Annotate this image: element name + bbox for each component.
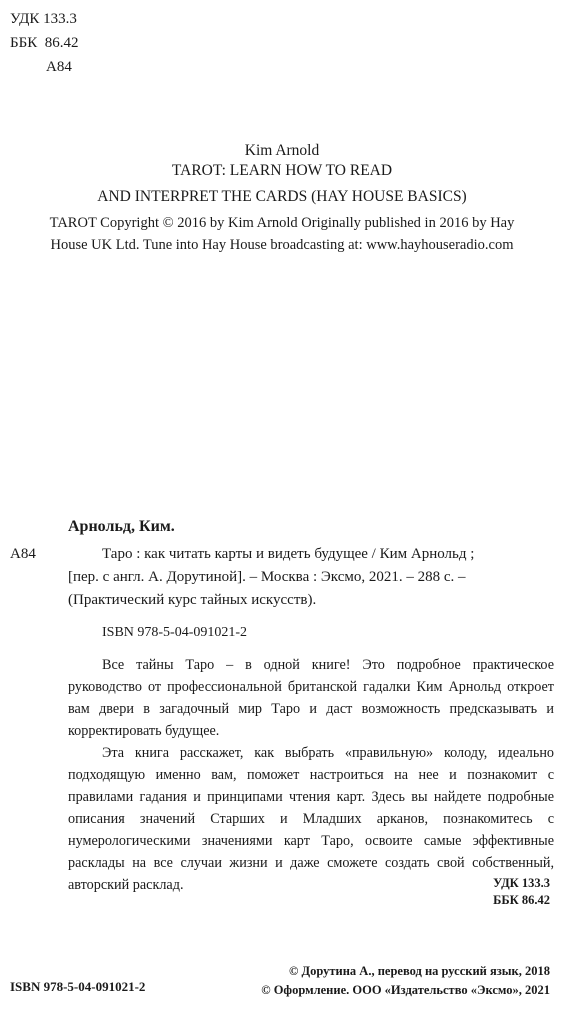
- catalog-line3: (Практический курс тайных искусств).: [68, 592, 317, 608]
- footer-isbn: ISBN 978-5-04-091021-2: [10, 979, 146, 994]
- catalog-line2: [пер. с англ. А. Дорутиной]. – Москва : Эксмо, 2021. – 288 с. –: [68, 569, 466, 585]
- copyright-line1: TAROT Copyright © 2016 by Kim Arnold Originally published in 2016 by Hay: [49, 215, 515, 231]
- catalog-heading: Арнольд, Ким.: [68, 518, 175, 535]
- original-author: Kim Arnold: [244, 142, 320, 159]
- author-mark: А84: [46, 59, 72, 75]
- footer-copyright-translation: © Дорутина А., перевод на русский язык, 2018: [289, 964, 550, 978]
- catalog-mark: А84: [10, 546, 36, 562]
- catalog-line1: Таро : как читать карты и видеть будущее / Ким Арнольд ;: [102, 546, 475, 562]
- annotation-paragraph-2: Эта книга расскажет, как выбрать «правильную» колоду, идеально подходящую именно вам, поможет настроиться на нее и познакомит с правилами гадания и принципами чтения карт. Здесь вы найдете подробные описания значений Старших и Младших арканов, познакомитесь с нумерологическими значениями карт Таро, освоите самые эффективные расклады на все случаи жизни и даже сможете создать свой собственный, авторский расклад.: [68, 745, 554, 893]
- original-copyright: [10, 212, 554, 256]
- original-title-line1: TAROT: LEARN HOW TO READ: [171, 162, 393, 179]
- udk-code: УДК 133.3: [10, 11, 77, 27]
- catalog-isbn: ISBN 978-5-04-091021-2: [102, 625, 248, 640]
- annotation-paragraph-1: Все тайны Таро – в одной книге! Это подробное практическое руководство от профессиональной британской гадалки Ким Арнольд откроет вам двери в загадочный мир Таро и даст возможность предсказывать и корректировать будущее.: [68, 657, 554, 739]
- copyright-line2: House UK Ltd. Tune into Hay House broadcasting at: www.hayhouseradio.com: [50, 237, 514, 253]
- footer-copyright-design: © Оформление. ООО «Издательство «Эксмо», 2021: [261, 983, 550, 997]
- udk-code-bottom: УДК 133.3: [493, 876, 550, 890]
- bbk-code-bottom: ББК 86.42: [493, 893, 550, 907]
- annotation: [68, 654, 554, 896]
- original-title-line2: AND INTERPRET THE CARDS (HAY HOUSE BASICS): [97, 188, 467, 205]
- bbk-code: ББК 86.42: [10, 35, 79, 51]
